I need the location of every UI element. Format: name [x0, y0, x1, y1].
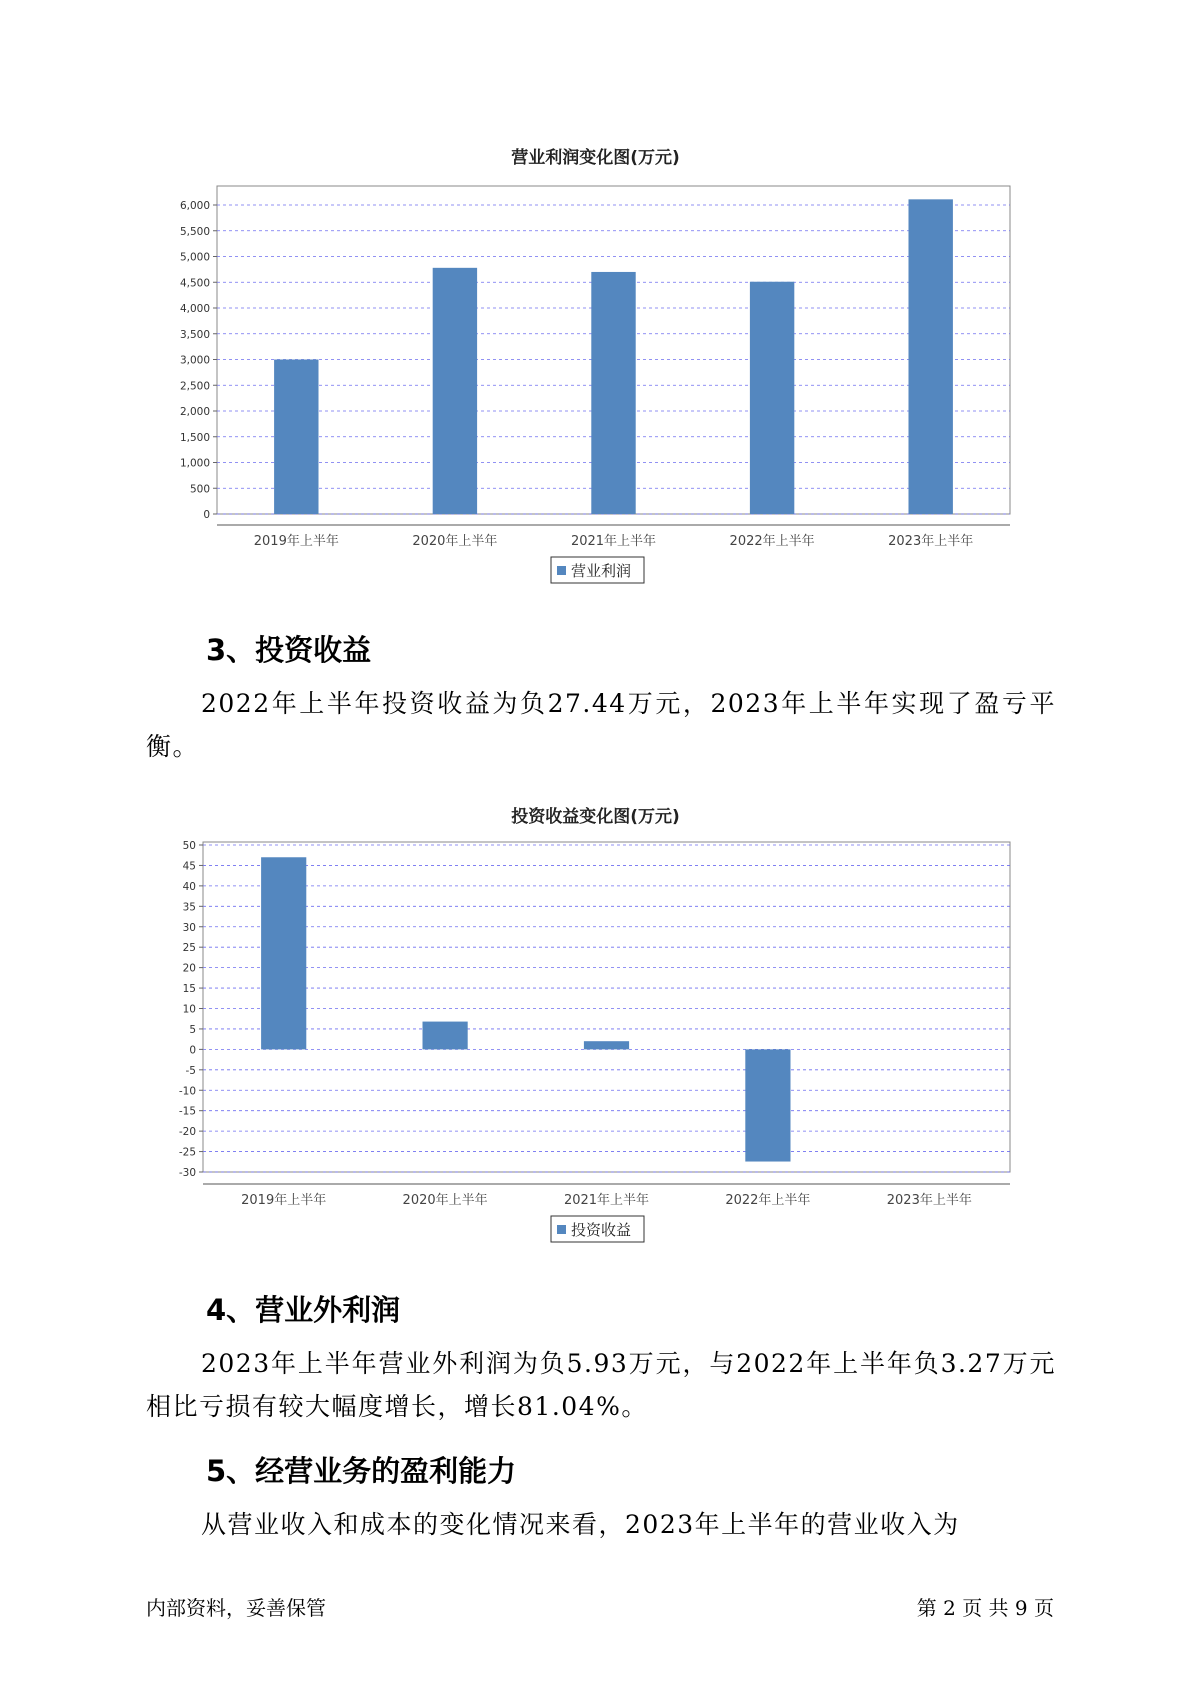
chart2-ytick-label: 0: [189, 1044, 196, 1057]
section-5-heading: 5、经营业务的盈利能力: [206, 1454, 517, 1488]
chart1-ytick-label: 2,000: [179, 406, 210, 418]
footer-page-number: 第 2 页 共 9 页: [916, 1596, 1054, 1620]
chart2-ytick-label: -15: [178, 1105, 196, 1118]
chart2-legend-swatch: [557, 1225, 566, 1234]
chart1-ytick-label: 1,000: [179, 457, 210, 470]
chart2-legend-label: 投资收益: [571, 1221, 632, 1239]
chart2-ytick-label: -20: [178, 1126, 196, 1139]
chart1-ytick-label: 4,500: [179, 277, 210, 290]
chart2-plot-area: [203, 842, 1010, 1172]
section-4-paragraph: 2023年上半年营业外利润为负5.93万元，与2022年上半年负3.27万元相比亏损有较大幅度增长，增长81.04%。: [146, 1349, 1056, 1421]
chart1-ytick-label: 4,000: [179, 303, 210, 315]
chart1-ytick-label: 3,000: [179, 354, 210, 367]
chart2-ytick-label: 40: [182, 880, 196, 893]
chart1-ytick-label: 5,500: [179, 225, 210, 238]
section-3-heading: 3、投资收益: [206, 633, 372, 667]
chart2-bar: [745, 1049, 790, 1161]
chart1-ytick-label: 500: [189, 483, 210, 496]
chart1-ytick-label: 5,000: [179, 251, 210, 264]
chart2-ytick-label: -10: [178, 1085, 196, 1098]
chart2-ytick-label: -5: [185, 1064, 196, 1077]
chart1-ytick-label: 3,500: [179, 328, 210, 341]
section-3-paragraph: 2022年上半年投资收益为负27.44万元，2023年上半年实现了盈亏平衡。: [146, 689, 1056, 761]
chart2-bar: [584, 1041, 629, 1049]
chart1-ytick-label: 1,500: [179, 431, 210, 444]
chart1-title: 营业利润变化图(万元): [511, 148, 680, 168]
chart2-ytick-label: 20: [182, 962, 196, 975]
chart2-ytick-label: 5: [189, 1023, 196, 1036]
section-4-heading: 4、营业外利润: [206, 1293, 401, 1327]
chart1-category-label: 2019年上半年: [253, 534, 339, 549]
chart1-category-label: 2021年上半年: [570, 534, 657, 549]
chart2-ytick-label: 35: [182, 901, 196, 914]
chart2-ytick-label: -25: [178, 1146, 196, 1159]
chart2-ytick-label: 50: [182, 840, 196, 852]
chart2-ytick-label: -30: [178, 1167, 196, 1179]
chart2-category-label: 2023年上半年: [886, 1193, 972, 1208]
chart1-ytick-label: 0: [203, 509, 210, 521]
footer-left: 内部资料，妥善保管: [146, 1596, 326, 1620]
chart1-category-label: 2023年上半年: [888, 534, 974, 549]
chart1-ytick-label: 2,500: [179, 380, 210, 393]
chart1-ytick-label: 6,000: [179, 200, 210, 212]
chart2-category-label: 2019年上半年: [241, 1193, 327, 1208]
chart2-title: 投资收益变化图(万元): [511, 807, 680, 827]
chart1-category-label: 2020年上半年: [412, 534, 498, 549]
chart2-ytick-label: 25: [182, 942, 196, 955]
chart2-category-label: 2021年上半年: [563, 1193, 650, 1208]
chart2-ytick-label: 30: [182, 921, 196, 934]
chart1-legend-label: 营业利润: [571, 562, 632, 580]
chart2-bar: [423, 1022, 468, 1050]
chart2-category-label: 2022年上半年: [725, 1193, 811, 1208]
chart2-ytick-label: 15: [182, 983, 196, 996]
chart1-category-label: 2022年上半年: [729, 534, 815, 549]
chart2-ytick-label: 10: [182, 1003, 196, 1016]
chart2-category-label: 2020年上半年: [402, 1193, 488, 1208]
section-5-paragraph: 从营业收入和成本的变化情况来看，2023年上半年的营业收入为: [201, 1510, 960, 1539]
chart2-ytick-label: 45: [182, 860, 196, 873]
chart2-bar: [261, 857, 306, 1049]
